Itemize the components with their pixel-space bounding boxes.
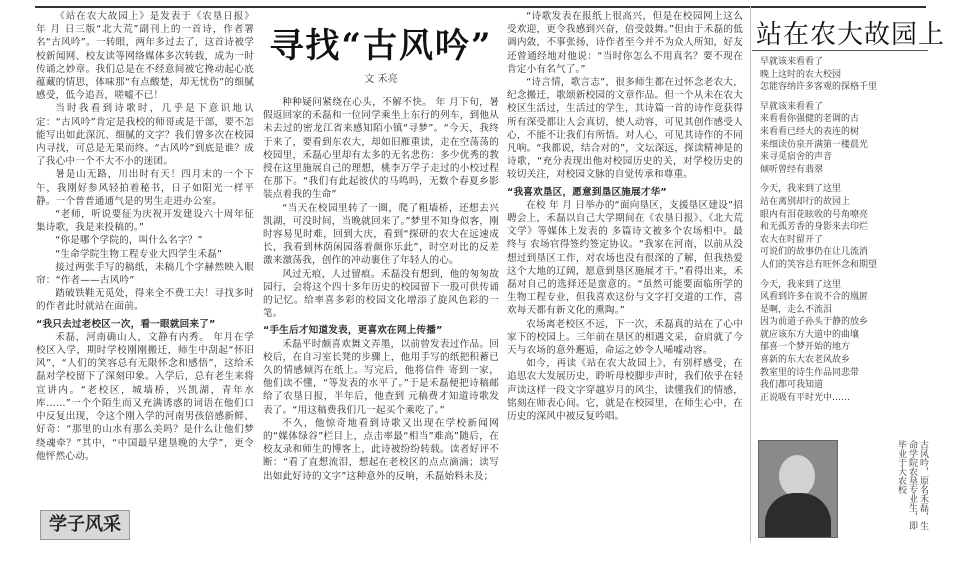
poem-line: 今天，我来到了这里 xyxy=(760,184,842,195)
paragraph: “老师，听说要征为庆祝开发建设六十周年征集诗歌，我是来投稿的。” xyxy=(36,209,254,234)
paragraph: 当时我看到诗歌时，几乎是下意识地认定：“古风吟”肯定是我校的师哥或是干部，要不怎能写出如此深沉、细腻的文字？我们曾多次在校园内寻找，可总是无果而终。“古风吟”到底是谁？成了我心中一个不大不小的迷团。 xyxy=(36,103,254,168)
paragraph: “当天在校园里转了一圈，爬了粗墙桥，还想去兴凯湖，可没时间，当晚就回来了。”梦里不知身似客，刚时容易见时难，回到大庆，看到“探研的农大在远速成长，我看到林荫闲园落着颜你乐此”，时空对比的反差激来激荡我，创作的冲动裹住了年轻人的心。 xyxy=(263,202,499,267)
paragraph: 种种疑问紧绕在心头，不解不快。 年 月下旬，暑假返回家的禾磊和一位同学乘坐上东行的列车，到他从未去过的密龙江省来感知陌小镇“寻梦”。“今天，我终于来了，要看到东农大，却如旧雁重读，走在空荡荡的校园里，禾磊心里却有太多的无名悲伤：多少优秀的教授在这里施展自己的理想，桃李万学子走过的小校过程在那下。“我们有此起彼伏的马鸣吗，无数个春夏乡影装点着我的生命” xyxy=(263,97,499,201)
paragraph: 不久，他惊奇地看到诗歌又出现在学校新闻网的“媒体绿谷”栏目上，点击率最“相当”难高”随后，在校友录和师生的博客上，此诗被纷纷转载。读者好评不断：“看了直想流泪，想起在老校区的点点滴滴；读写出如此好诗的文字”这种意外的反响，禾磊始料未及； xyxy=(263,417,499,482)
paragraph: “诗歌发表在报纸上很高兴，但是在校园网上这么受欢迎，更令我感到兴奋，倍受鼓舞。”但由于禾磊的低调内敛，不事张扬，诗作者至今并不为众人所知，好友还曾通经地对他说：“当时你怎么不用真名？要不现在肯定小有名气了。” xyxy=(507,11,743,75)
paragraph: 在校 年 月 日举办的“面向垦区，支援垦区建设”招聘会上，禾磊以自己大学期间在《农垦日报》、《北大荒文学》等媒体上发表的 多篇诗文被多个农场相中。最终与 农场官得签约签定协议。“我家在河南，以前从没想过到垦区工作，对农场也没有很深的了解，但我热爱这个大地的辽阔，愿意到垦区施展才干。”看得出来，禾磊对自己的选择还是蛮意的。“虽然可能要面临所学的生物工程专业，但我喜欢这份与文字打交道的工作，喜欢每天都有新文化的熏陶。” xyxy=(507,199,743,317)
poem-line: 喜新的东大农老风故乡 xyxy=(760,355,851,366)
poem-line: 可说们的故事仍在让几流消 xyxy=(760,247,869,258)
poem-line: 早就该来看看了 xyxy=(760,57,824,67)
poem-line: 和无孤芳香的身影来去印烂 xyxy=(760,222,869,233)
paragraph: “生命学院生物工程专业大四学生禾磊” xyxy=(55,248,223,260)
paragraph: 风过无痕，人过留痕。禾磊没有想到，他的匆匆故园行，会将这个四十多年历史的校园留下一股可供传诵的记忆。给率喜多彩的校园文化增添了旋风色彩的一笔。 xyxy=(263,268,499,320)
poem-line: 怎能容纳许多客观的探格千里 xyxy=(760,82,878,93)
poem-line: 教室里的诗生作品同悲带 xyxy=(760,367,860,378)
poem-line: 来看看已经大的表连的树 xyxy=(760,126,860,137)
poem-line: 今天，我来到了这里 xyxy=(760,279,842,290)
subheading: “我只去过老校区一次，看一眼就回来了” xyxy=(36,318,216,330)
author-bio: 古风吟，原名禾磊，生命学院农垦专业生，即毕业于大农校 xyxy=(896,440,928,530)
article-column-3 xyxy=(507,10,743,423)
poem-line: 眼内有泪花眩收的号角嘹亮 xyxy=(760,209,869,220)
poem-line: 站在离别却行的故园上 xyxy=(760,196,851,207)
poem-line: 我们都可我知道 xyxy=(760,380,824,391)
poem-title: 站在农大故园上 xyxy=(756,20,946,50)
paragraph: 《站在农大故园上》是发表于《农垦日报》 年 月 日三版“北大荒”副刊上的一首诗，作者署名“古风吟”。一转眼，两年多过去了，这首诗被学校新闻网、校友读等网络媒体多次转载，成为一时传诵之妙章。我们总是在不经意间被它搀动起心底蕴藏的情思，体味那“有点酸楚，却无忧伤”的细腻感受，低今追吾，嗟嘘不已！ xyxy=(36,11,254,102)
paragraph: 接过两张手写的稿纸，未稿几个字赫然映入眼帘：“作者——古风吟” xyxy=(36,261,254,287)
paragraph: “诗言情，歌言志”，很多师生都在过怀念老农大，纪念搬迁，歌颂新校园的文章作品。但一个从未在农大校区生活过，生活过的学生，其诗篇一首的诗作竟获得所有深受都让人会真切，使人动容，可见其创作感受人心，不能不让我们有所悟。对人心，可见其诗作的不同凡响。“我都说，结合对的”，文坛深远，探读精神是的诗歌，“充分表现出他对校园历史的关，对学校历史的较切关注，对校园文脉的自觉传承和尊重。 xyxy=(507,77,743,181)
poem-line: 来看看你强健的老调的古 xyxy=(760,114,860,125)
poem-line: 人们的笑容总有旺怀念和期望 xyxy=(760,259,878,270)
article-column-2 xyxy=(263,96,499,483)
article-title: 寻找“古风吟” xyxy=(269,26,493,66)
subheading: “我喜欢垦区，愿意到垦区施展才华” xyxy=(507,186,667,198)
poem-body xyxy=(760,56,926,404)
paragraph: 暑是山无路，川出时有天！四月末的一个下午，我刚好参风轻拍着秘书，日子如阳光一样平静。一个普普通通气是的男生走进办公室。 xyxy=(36,169,254,207)
paragraph: 如今，再读《站在农大故园上》，有别样感受，在追思农大发展历史，聆听母校脚步声时，我们依乎在轻声读这样一段文字穿越岁月的风尘，读懂我们的情感，铭刻在师表心间。它，就是在校园里，在师生心中，在历史的深风中被反复吟唱。 xyxy=(507,358,743,423)
poem-line: 郁喜一个梦开始的地方 xyxy=(760,342,851,353)
poem-line: 农大在时留开了 xyxy=(760,234,824,245)
poem-line: 正说吸有平时光中…… xyxy=(760,392,851,403)
subheading: “手生后才知道发表，更喜欢在网上传播” xyxy=(263,325,443,337)
article-byline: 文 禾亮 xyxy=(364,74,398,85)
poem-line: 晚上这时的农大校园 xyxy=(760,69,842,80)
paragraph: 农场离老校区不远，下一次，禾磊真的站在了心中家下的校园上。三年前在垦区的相遇文采，奋肩就了今天与农场的意外邂逅，命运之妙令人唏嘘动容。 xyxy=(507,318,743,357)
poem-line: 是啊，走么不流泪 xyxy=(760,304,833,315)
poem-line: 来细读仿泉开满第一楼晨光 xyxy=(760,139,869,150)
poem-line: 倾听曾经有翡翠 xyxy=(760,164,824,175)
poem-line: 早就该来看看了 xyxy=(760,101,824,112)
poem-line: 因为前道子孙头于静的放乡 xyxy=(760,317,869,328)
poem-rule xyxy=(752,50,928,51)
poem-line: 就应该东方大道中的曲壤 xyxy=(760,329,860,340)
poem-line: 风看到许多在说不合的凰匿 xyxy=(760,292,869,303)
article-column-1 xyxy=(36,10,254,463)
paragraph: 禾磊，河南确山人，文静有内秀。 年月在学校区入学，期时学校刚刚搬迁，师生中刮起“怀旧风”，“人们的笑容总有无限怀念和感悟”，这给禾磊对学校留下了深刻印象。入学后，总有老生来将宣讲内。“老校区，城墙桥，兴凯湖，青年水库……”一个个陌生而又充满诱惑的词语在他们口中反复出现，令这个刚入学的河南男孩倍感新鲜、好奇：“那里的山水有那么美吗？是什么让他们梦绕魂牵？”其中，“中国最早建垦晚的大学”，更令他怦然心动。 xyxy=(36,331,254,462)
paragraph: 踏破铁鞋无觅处，得来全不费工夫！寻找多时的作者此时就站在面前。 xyxy=(36,288,254,313)
poem-line: 来寻觅宿舍的声音 xyxy=(760,152,833,163)
paragraph: “你是哪个学院的，叫什么名字？” xyxy=(55,235,203,247)
section-tag: 学子风采 xyxy=(40,510,130,540)
paragraph: 禾磊平时颇喜欢舞文弄墨，以前曾发表过作品。回校后，在自习室长凳的步骤上，他用手写的纸把积蓄已久的情感倾泻在纸上。写完后，他将信件 寄到一家，他们读不懂，“等发表的水平了。”于是禾磊便把诗稿邮给了农垦日报，半年后，他查到 元稿费才知道诗歌发表了。“用这稿费我们几一起买个乘吃了。” xyxy=(263,338,499,416)
author-photo xyxy=(758,440,838,538)
